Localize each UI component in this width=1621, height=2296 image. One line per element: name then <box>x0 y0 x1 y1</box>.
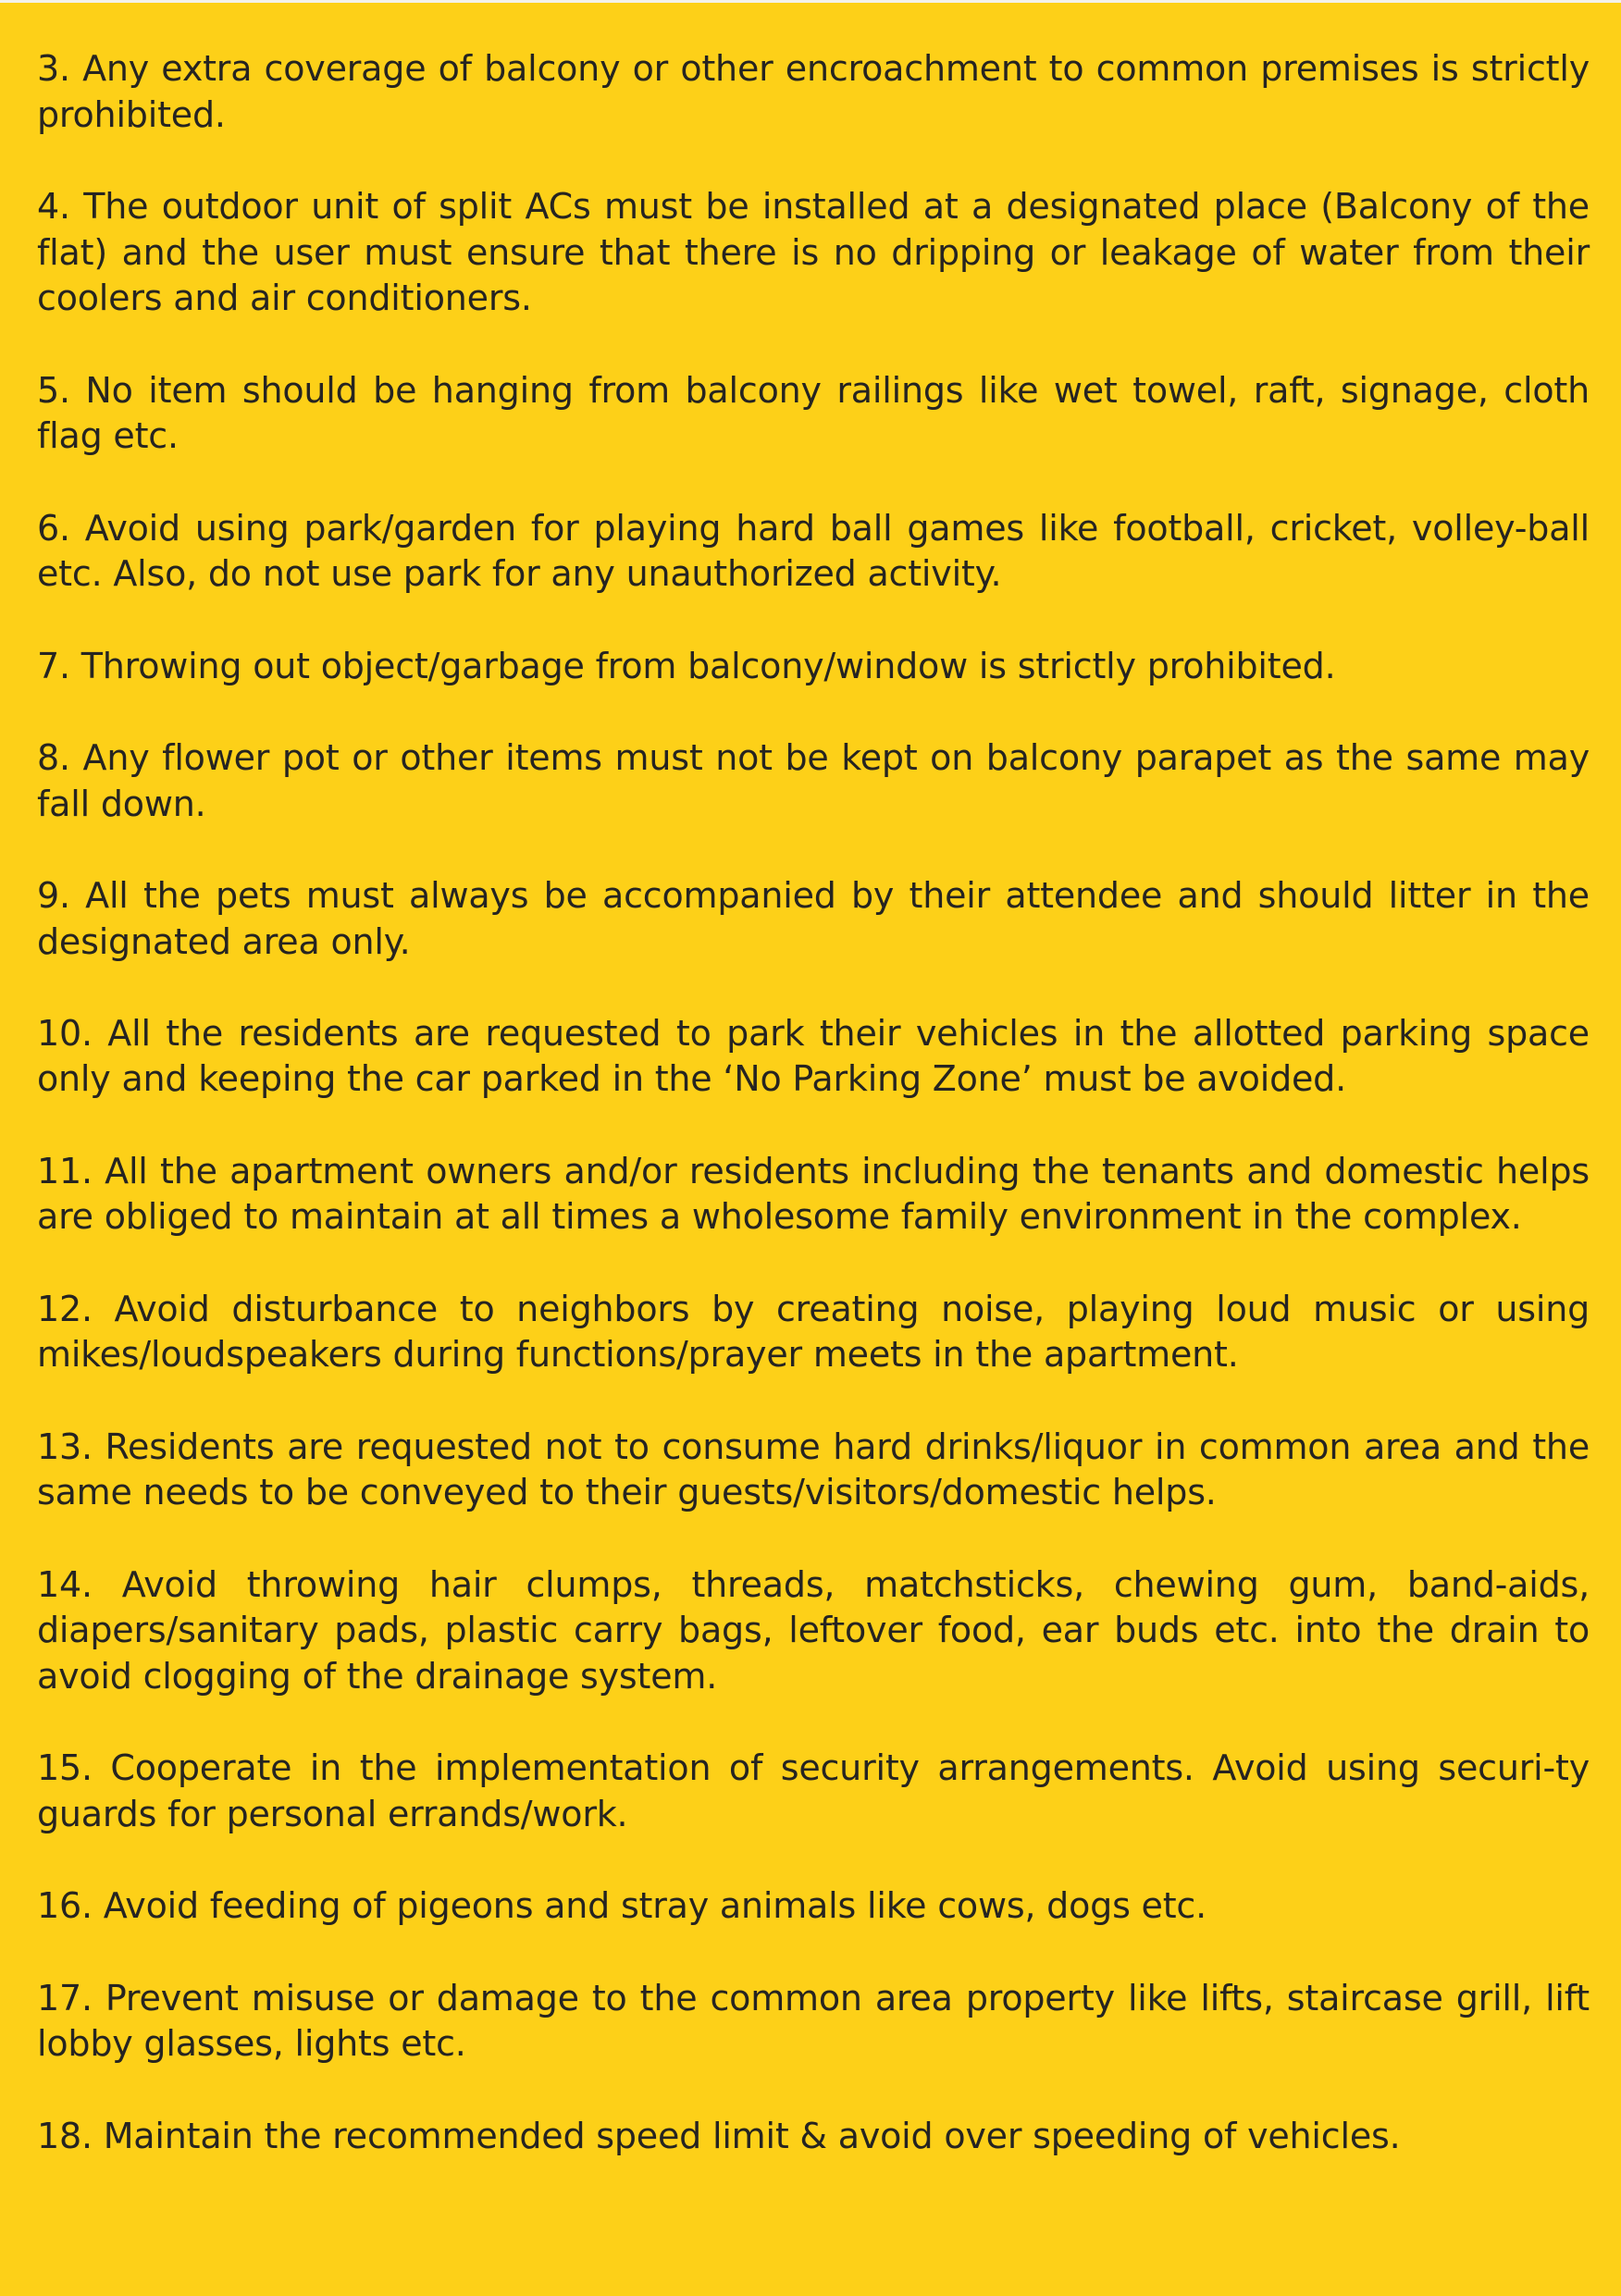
rule-13: 13. Residents are requested not to consume hard drinks/liquor in common area and the same needs to be conveyed to their guests/visitors/domestic helps. <box>37 1426 1590 1513</box>
rule-14: 14. Avoid throwing hair clumps, threads, matchsticks, chewing gum, band-aids, diapers/sanitary pads, plastic carry bags, leftover food, ear buds etc. into the drain to avoid clogging of the drainage system. <box>37 1563 1590 1697</box>
rule-9: 9. All the pets must always be accompanied by their attendee and should litter in the designated area only. <box>37 874 1590 962</box>
rule-11: 11. All the apartment owners and/or residents including the tenants and domestic helps are obliged to maintain at all times a wholesome family environment in the complex. <box>37 1150 1590 1238</box>
rule-7: 7. Throwing out object/garbage from balcony/window is strictly prohibited. <box>37 645 1336 686</box>
rules-list <box>37 46 1590 2159</box>
rule-15: 15. Cooperate in the implementation of security arrangements. Avoid using securi-ty guards for personal errands/work. <box>37 1747 1590 1834</box>
rule-16: 16. Avoid feeding of pigeons and stray animals like cows, dogs etc. <box>37 1885 1206 1927</box>
rule-12: 12. Avoid disturbance to neighbors by creating noise, playing loud music or using mikes/loudspeakers during functions/prayer meets in the apartment. <box>37 1288 1590 1376</box>
rule-4: 4. The outdoor unit of split ACs must be installed at a designated place (Balcony of the flat) and the user must ensure that there is no dripping or leakage of water from their coolers and air conditioners. <box>37 185 1590 319</box>
rule-3: 3. Any extra coverage of balcony or other encroachment to common premises is strictly prohibited. <box>37 48 1590 135</box>
rule-8: 8. Any flower pot or other items must not be kept on balcony parapet as the same may fall down. <box>37 736 1590 824</box>
rule-10: 10. All the residents are requested to park their vehicles in the allotted parking space only and keeping the car parked in the ‘No Parking Zone’ must be avoided. <box>37 1012 1590 1100</box>
rule-5: 5. No item should be hanging from balcony railings like wet towel, raft, signage, cloth flag etc. <box>37 369 1590 457</box>
top-edge <box>0 0 1621 3</box>
rule-6: 6. Avoid using park/garden for playing hard ball games like football, cricket, volley-ball etc. Also, do not use park for any unauthorized activity. <box>37 507 1590 595</box>
rule-18: 18. Maintain the recommended speed limit & avoid over speeding of vehicles. <box>37 2115 1401 2156</box>
rule-17: 17. Prevent misuse or damage to the common area property like lifts, staircase grill, lift lobby glasses, lights etc. <box>37 1977 1590 2065</box>
